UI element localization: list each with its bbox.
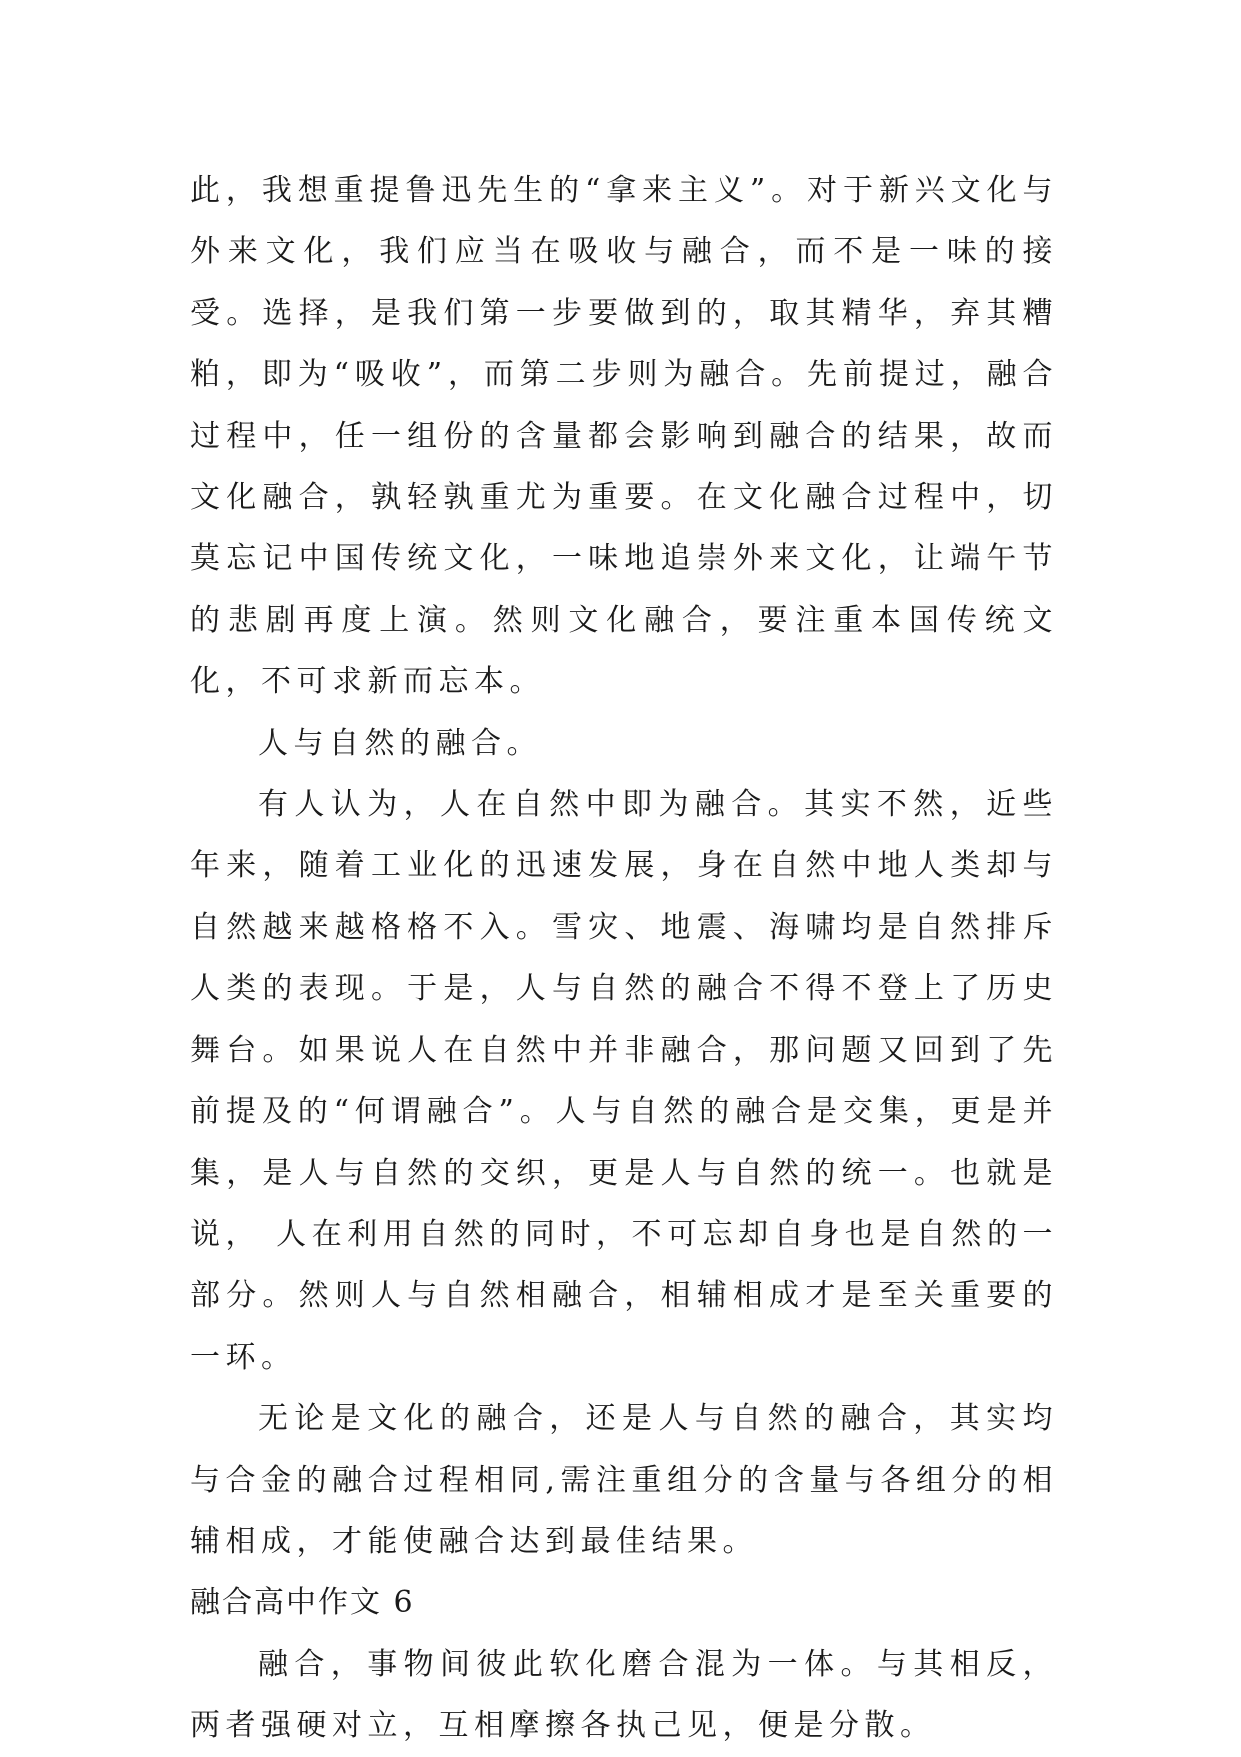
paragraph-essay-intro: 融合，事物间彼此软化磨合混为一体。与其相反，两者强硬对立，互相摩擦各执己见，便是分散。 (190, 1646, 1058, 1744)
paragraph-human-nature: 有人认为，人在自然中即为融合。其实不然，近些年来，随着工业化的迅速发展，身在自然中地人类却与自然越来越格格不入。雪灾、地震、海啸均是自然排斥人类的表现。于是，人与自然的融合不得不登上了历史舞台。如果说人在自然中并非融合，那问题又回到了先前提及的“何谓融合”。人与自然的融合是交集，更是并集，是人与自然的交织，更是人与自然的统一。也就是说， 人在利用自然的同时，不可忘却自身也是自然的一部分。然则人与自然相融合，相辅相成才是至关重要的一环。 (190, 787, 1058, 1375)
paragraph-section-title: 人与自然的融合。 (258, 725, 542, 761)
paragraph-conclusion: 无论是文化的融合，还是人与自然的融合，其实均与合金的融合过程相同,需注重组分的含量与各组分的相辅相成，才能使融合达到最佳结果。 (190, 1401, 1058, 1559)
document-body (190, 160, 1058, 1757)
paragraph-continuation: 此，我想重提鲁迅先生的“拿来主义”。对于新兴文化与外来文化，我们应当在吸收与融合，而不是一味的接受。选择，是我们第一步要做到的，取其精华，弃其糟粕，即为“吸收”，而第二步则为融合。先前提过，融合过程中，任一组份的含量都会影响到融合的结果，故而文化融合，孰轻孰重尤为重要。在文化融合过程中，切莫忘记中国传统文化，一味地追崇外来文化，让端午节的悲剧再度上演。然则文化融合，要注重本国传统文化，不可求新而忘本。 (190, 173, 1058, 700)
essay-heading: 融合高中作文 6 (190, 1585, 415, 1621)
